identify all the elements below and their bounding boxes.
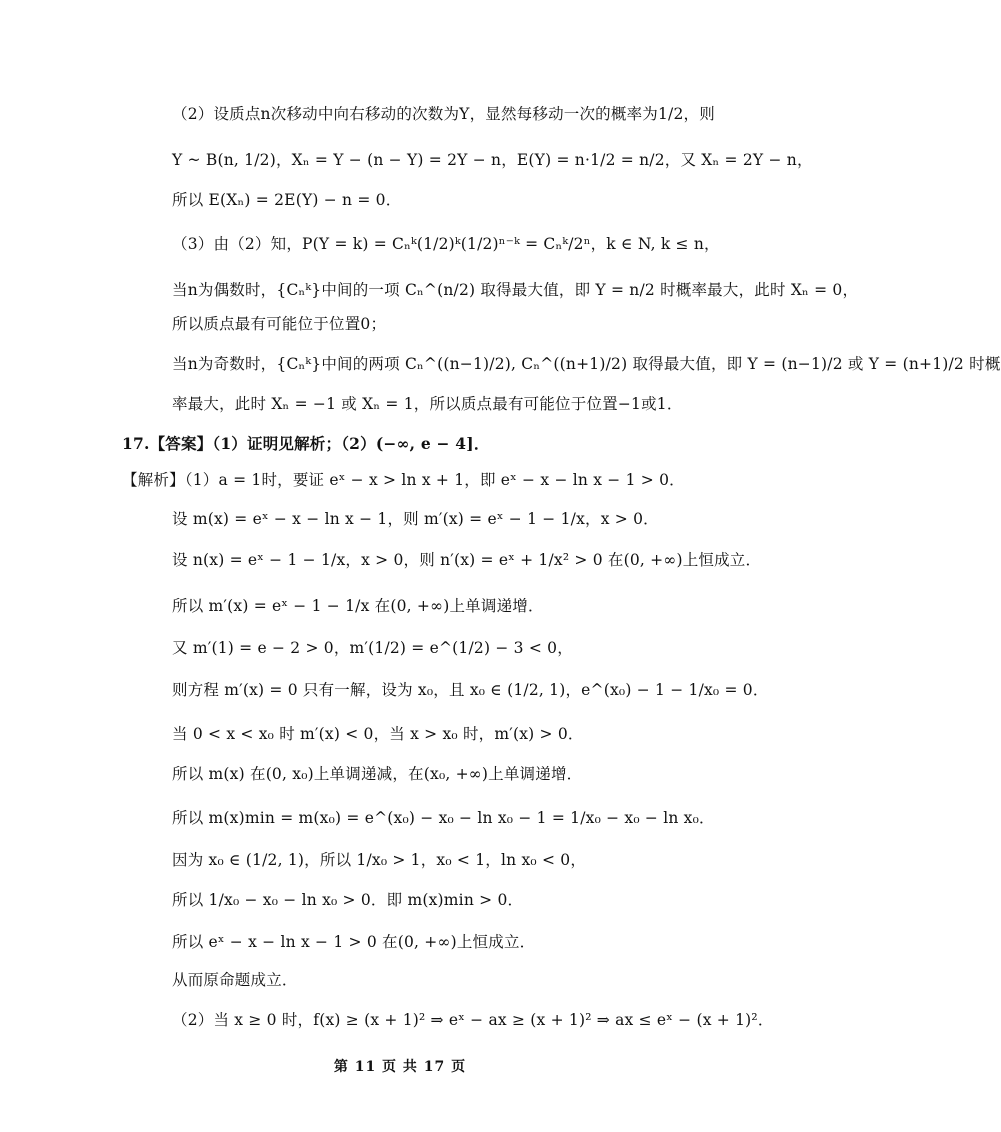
text-line: 所以 E(Xₙ) = 2E(Y) − n = 0． [172,191,402,209]
text-line: （2）设质点n次移动中向右移动的次数为Y，显然每移动一次的概率为1/2，则 [172,105,715,123]
text-line: 所以 m′(x) = eˣ − 1 − 1/x 在(0, +∞)上单调递增． [172,597,544,615]
text-line: 又 m′(1) = e − 2 > 0，m′(1/2) = e^(1/2) − 3 < 0， [172,639,573,657]
answer-heading: 17.【答案】（1）证明见解析；（2）(−∞, e − 4]． [122,434,490,453]
text-line: （3）由（2）知，P(Y = k) = Cₙᵏ(1/2)ᵏ(1/2)ⁿ⁻ᵏ = Cₙᵏ/2ⁿ，k ∈ N, k ≤ n， [172,235,720,253]
text-line: 当n为偶数时，{Cₙᵏ}中间的一项 Cₙ^(n/2) 取得最大值，即 Y = n/2 时概率最大，此时 Xₙ = 0， [172,281,859,299]
text-line: 因为 x₀ ∈ (1/2, 1)，所以 1/x₀ > 1，x₀ < 1，ln x₀ < 0， [172,851,587,869]
text-line: 设 m(x) = eˣ − x − ln x − 1，则 m′(x) = eˣ − 1 − 1/x，x > 0． [172,510,659,528]
text-line: 设 n(x) = eˣ − 1 − 1/x，x > 0，则 n′(x) = eˣ + 1/x² > 0 在(0, +∞)上恒成立． [172,551,762,569]
text-line: 所以 1/x₀ − x₀ − ln x₀ > 0．即 m(x)min > 0． [172,891,524,909]
text-line: 率最大，此时 Xₙ = −1 或 Xₙ = 1，所以质点最有可能位于位置−1或1． [172,395,683,413]
text-line: 则方程 m′(x) = 0 只有一解，设为 x₀，且 x₀ ∈ (1/2, 1)，e^(x₀) − 1 − 1/x₀ = 0． [172,681,769,699]
text-line: 所以 eˣ − x − ln x − 1 > 0 在(0, +∞)上恒成立． [172,933,536,951]
text-line: 所以 m(x)min = m(x₀) = e^(x₀) − x₀ − ln x₀ − 1 = 1/x₀ − x₀ − ln x₀． [172,809,715,827]
text-line: 所以 m(x) 在(0, x₀)上单调递减，在(x₀, +∞)上单调递增． [172,765,583,783]
page-number-footer: 第 11 页 共 17 页 [333,1059,467,1075]
text-line: Y ~ B(n, 1/2)，Xₙ = Y − (n − Y) = 2Y − n，E(Y) = n·1/2 = n/2，又 Xₙ = 2Y − n， [172,151,813,169]
text-line: 当 0 < x < x₀ 时 m′(x) < 0，当 x > x₀ 时，m′(x) > 0． [172,725,584,743]
text-line: 当n为奇数时，{Cₙᵏ}中间的两项 Cₙ^((n−1)/2), Cₙ^((n+1)/2) 取得最大值，即 Y = (n−1)/2 或 Y = (n+1)/2 时概 [172,355,1001,373]
analysis-heading: 【解析】（1）a = 1时，要证 eˣ − x > ln x + 1，即 eˣ − x − ln x − 1 > 0． [122,471,685,489]
text-line: 从而原命题成立． [172,971,298,989]
text-line: 所以质点最有可能位于位置0； [172,315,387,333]
text-line: （2）当 x ≥ 0 时，f(x) ≥ (x + 1)² ⇒ eˣ − ax ≥ (x + 1)² ⇒ ax ≤ eˣ − (x + 1)²． [172,1011,774,1029]
